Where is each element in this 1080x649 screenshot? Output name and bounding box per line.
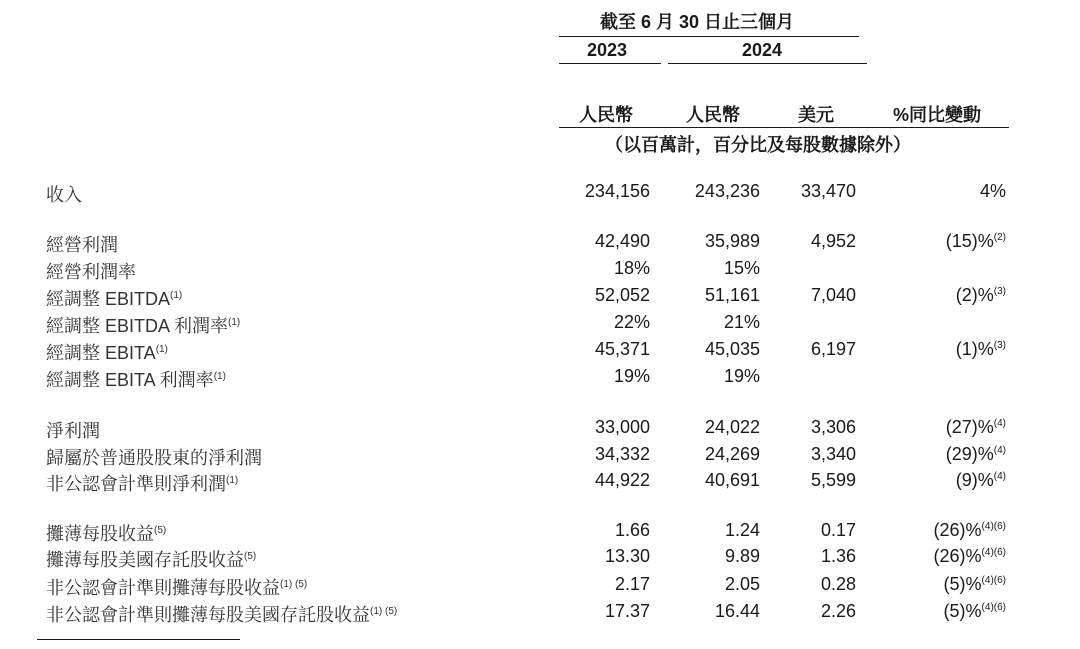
value-usd: 33,470 xyxy=(800,181,856,201)
row-label: 經調整 EBITA 利潤率$^{(1)}$ xyxy=(46,370,226,390)
value-yoy: (2)%$^{(3)}$ xyxy=(955,285,1006,305)
value-usd: 3,340 xyxy=(810,444,856,464)
row-label: 歸屬於普通股股東的淨利潤 xyxy=(46,448,262,468)
row-label: 非公認會計準則攤薄每股美國存託股收益$^{(1) (5)}$ xyxy=(46,605,398,625)
column-header-rmb-2024: 人民幣 xyxy=(686,105,740,125)
value-2024: 35,989 xyxy=(704,231,760,251)
value-usd: 2.26 xyxy=(820,601,856,621)
value-2023: 45,371 xyxy=(594,339,650,359)
value-2024: 9.89 xyxy=(724,546,760,566)
value-usd: 4,952 xyxy=(810,231,856,251)
value-2023: 19% xyxy=(613,366,650,386)
value-yoy: (29)%$^{(4)}$ xyxy=(945,444,1006,464)
value-2024: 21% xyxy=(723,312,760,332)
value-usd: 0.17 xyxy=(820,520,856,540)
row-label: 收入 xyxy=(46,185,82,205)
row-label: 經營利潤率 xyxy=(46,262,136,282)
value-2024: 19% xyxy=(723,366,760,386)
value-2023: 1.66 xyxy=(614,520,650,540)
value-usd: 0.28 xyxy=(820,574,856,594)
value-2023: 234,156 xyxy=(584,181,650,201)
row-label: 經調整 EBITDA$^{(1)}$ xyxy=(46,289,183,309)
value-2023: 34,332 xyxy=(594,444,650,464)
value-yoy: (9)%$^{(4)}$ xyxy=(955,470,1006,490)
value-yoy: (15)%$^{(2)}$ xyxy=(945,231,1006,251)
footnote-rule xyxy=(37,639,240,640)
row-label: 經調整 EBITDA 利潤率$^{(1)}$ xyxy=(46,316,241,336)
value-2024: 24,022 xyxy=(704,417,760,437)
value-2024: 16.44 xyxy=(714,601,760,621)
value-2024: 15% xyxy=(723,258,760,278)
value-2023: 17.37 xyxy=(604,601,650,621)
value-2024: 243,236 xyxy=(694,181,760,201)
column-header-rule xyxy=(559,127,1009,128)
column-header-usd: 美元 xyxy=(798,105,834,125)
row-label: 攤薄每股美國存託股收益$^{(5)}$ xyxy=(46,550,257,570)
row-label: 攤薄每股收益$^{(5)}$ xyxy=(46,524,167,544)
row-label: 非公認會計準則攤薄每股收益$^{(1) (5)}$ xyxy=(46,578,308,598)
row-label: 淨利潤 xyxy=(46,421,100,441)
value-yoy: 4% xyxy=(979,181,1006,201)
value-2024: 1.24 xyxy=(724,520,760,540)
value-usd: 5,599 xyxy=(810,470,856,490)
value-2023: 2.17 xyxy=(614,574,650,594)
year-2023-rule xyxy=(559,63,661,64)
year-2024-rule xyxy=(668,63,867,64)
column-header-yoy: %同比變動 xyxy=(893,105,982,125)
value-usd: 6,197 xyxy=(810,339,856,359)
row-label: 經營利潤 xyxy=(46,235,118,255)
value-2024: 24,269 xyxy=(704,444,760,464)
value-yoy: (26)%$^{(4)(6)}$ xyxy=(933,546,1006,566)
value-2023: 22% xyxy=(613,312,650,332)
row-label: 非公認會計準則淨利潤$^{(1)}$ xyxy=(46,474,239,494)
unit-note: （以百萬計，百分比及每股數據除外） xyxy=(605,135,911,155)
value-2024: 51,161 xyxy=(704,285,760,305)
value-yoy: (5)%$^{(4)(6)}$ xyxy=(943,601,1006,621)
value-2023: 44,922 xyxy=(594,470,650,490)
value-2023: 18% xyxy=(613,258,650,278)
value-2024: 40,691 xyxy=(704,470,760,490)
value-yoy: (5)%$^{(4)(6)}$ xyxy=(943,574,1006,594)
value-usd: 3,306 xyxy=(810,417,856,437)
year-2024-heading: 2024 xyxy=(742,40,783,60)
period-heading: 截至 6 月 30 日止三個月 xyxy=(600,12,795,32)
value-yoy: (27)%$^{(4)}$ xyxy=(945,417,1006,437)
column-header-rmb-2023: 人民幣 xyxy=(579,105,633,125)
year-2023-heading: 2023 xyxy=(587,40,628,60)
value-2023: 42,490 xyxy=(594,231,650,251)
value-2024: 45,035 xyxy=(704,339,760,359)
value-usd: 7,040 xyxy=(810,285,856,305)
value-yoy: (1)%$^{(3)}$ xyxy=(955,339,1006,359)
value-yoy: (26)%$^{(4)(6)}$ xyxy=(933,520,1006,540)
value-2024: 2.05 xyxy=(724,574,760,594)
value-usd: 1.36 xyxy=(820,546,856,566)
value-2023: 33,000 xyxy=(594,417,650,437)
period-rule xyxy=(559,36,859,37)
value-2023: 13.30 xyxy=(604,546,650,566)
row-label: 經調整 EBITA$^{(1)}$ xyxy=(46,343,168,363)
value-2023: 52,052 xyxy=(594,285,650,305)
